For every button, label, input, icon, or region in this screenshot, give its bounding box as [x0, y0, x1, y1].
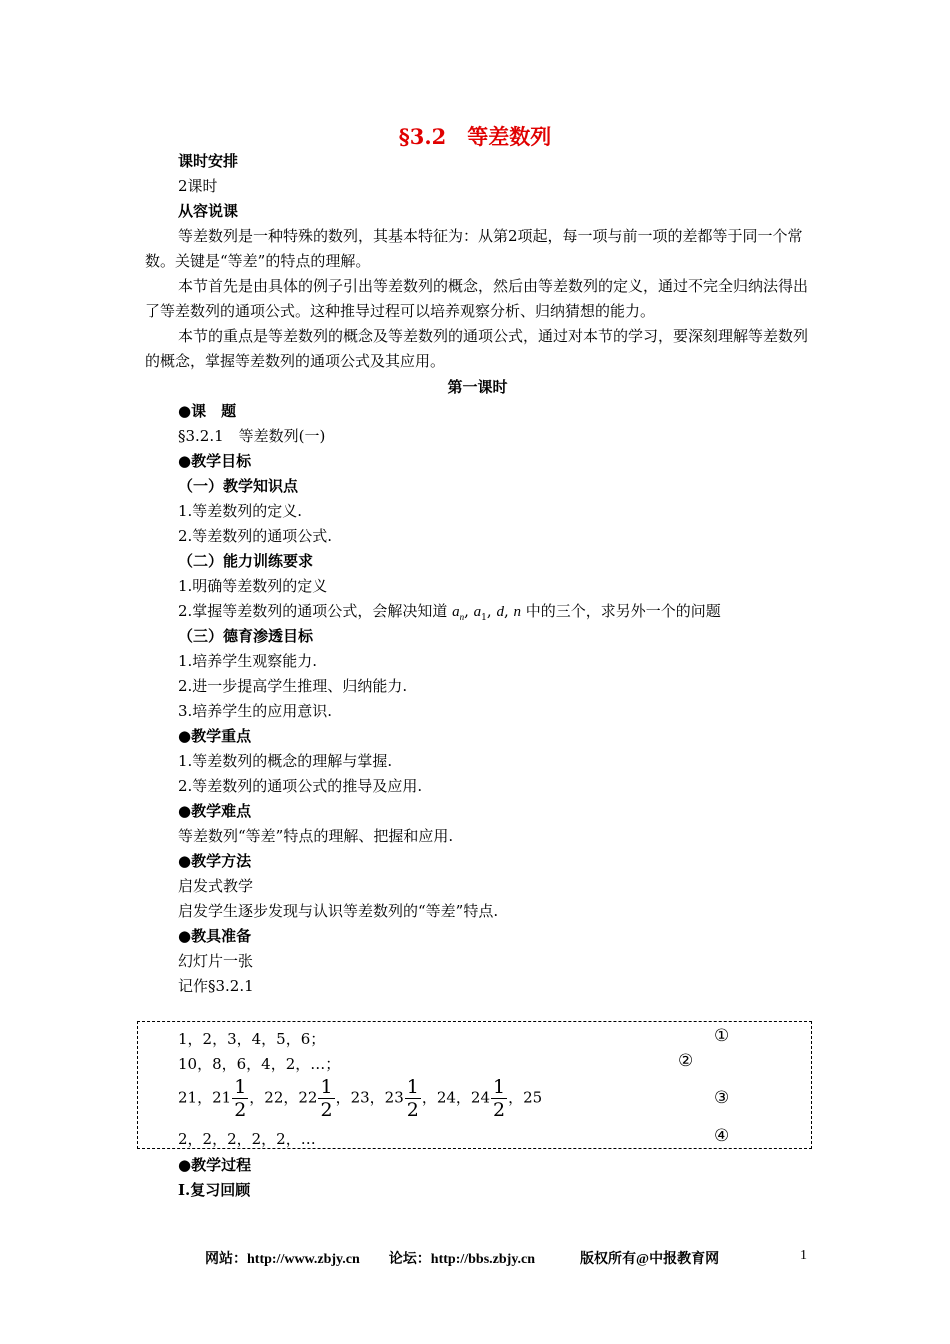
circled-number-1: ① [714, 1026, 730, 1046]
ability-item: 2.掌握等差数列的通项公式，会解决知道 $a_n$, $a_1$, d, n 中的三个，求另外一个的问题 [178, 602, 721, 623]
arrangement-value: 2课时 [178, 177, 218, 195]
arrangement-heading: 课时安排 [178, 152, 239, 170]
knowledge-item: 1.等差数列的定义. [178, 502, 303, 520]
sequence-1: 1，2，3，4，5，6； [178, 1030, 326, 1048]
lesson-heading: 第一课时 [447, 378, 508, 396]
page-number: 1 [800, 1248, 807, 1263]
key-item: 2.等差数列的通项公式的推导及应用. [178, 777, 423, 795]
goals-heading: ●教学目标 [178, 452, 252, 470]
moral-item: 3.培养学生的应用意识. [178, 702, 333, 720]
key-item: 1.等差数列的概念的理解与掌握. [178, 752, 393, 770]
footer-forum-link[interactable]: 论坛：http://bbs.zbjy.cn [388, 1252, 536, 1267]
difficulty-value: 等差数列“等差”特点的理解、把握和应用. [178, 827, 454, 845]
knowledge-heading: （一）教学知识点 [178, 477, 299, 495]
sequence-slide-box [137, 1021, 812, 1149]
page-footer [205, 1248, 719, 1268]
circled-number-4: ④ [714, 1126, 730, 1146]
topic-heading: ●课 题 [178, 402, 237, 420]
sequence-3: 21，21 $\frac{1}{2}$ ，22，22 $\frac{1}{2}$ ，23，23 $\frac{1}{2}$ ，24，24 $\frac{1}{2}$ ，25 [178, 1076, 543, 1121]
fraction-half: $\frac{1}{2}$ [234, 1076, 247, 1121]
footer-copyright: 版权所有@中报教育网 [580, 1252, 720, 1267]
moral-item: 1.培养学生观察能力. [178, 652, 318, 670]
topic-value: §3.2.1 等差数列(一) [178, 427, 326, 445]
tools-heading: ●教具准备 [178, 927, 252, 945]
tools-item: 记作§3.2.1 [178, 977, 254, 995]
review-heading: Ⅰ.复习回顾 [178, 1181, 251, 1199]
key-heading: ●教学重点 [178, 727, 252, 745]
method-item: 启发学生逐步发现与认识等差数列的“等差”特点. [178, 902, 499, 920]
intro-paragraph: 等差数列是一种特殊的数列，其基本特征为：从第2项起，每一项与前一项的差都等于同一个常数。关键是“等差”的特点的理解。 [145, 227, 803, 270]
page-title: §3.2 等差数列 [398, 124, 552, 149]
fraction-half: $\frac{1}{2}$ [406, 1076, 419, 1121]
method-heading: ●教学方法 [178, 852, 252, 870]
difficulty-heading: ●教学难点 [178, 802, 252, 820]
sequence-4: 2，2，2，2，2，… [178, 1130, 316, 1148]
tools-item: 幻灯片一张 [178, 952, 254, 970]
footer-site-link[interactable]: 网站：http://www.zbjy.cn [205, 1252, 360, 1267]
circled-number-2: ② [678, 1051, 694, 1071]
sequence-2: 10，8，6，4，2，…； [178, 1055, 341, 1073]
intro-paragraph: 本节的重点是等差数列的概念及等差数列的通项公式，通过对本节的学习，要深刻理解等差数列的概念，掌握等差数列的通项公式及其应用。 [145, 327, 809, 370]
fraction-half: $\frac{1}{2}$ [320, 1076, 333, 1121]
knowledge-item: 2.等差数列的通项公式. [178, 527, 333, 545]
process-heading: ●教学过程 [178, 1156, 252, 1174]
moral-item: 2.进一步提高学生推理、归纳能力. [178, 677, 408, 695]
circled-number-3: ③ [714, 1088, 730, 1108]
intro-heading: 从容说课 [178, 202, 239, 220]
ability-heading: （二）能力训练要求 [178, 552, 314, 570]
fraction-half: $\frac{1}{2}$ [493, 1076, 506, 1121]
ability-item: 1.明确等差数列的定义 [178, 577, 328, 595]
moral-heading: （三）德育渗透目标 [178, 627, 314, 645]
method-item: 启发式教学 [178, 877, 254, 895]
intro-paragraph: 本节首先是由具体的例子引出等差数列的概念，然后由等差数列的定义，通过不完全归纳法得出了等差数列的通项公式。这种推导过程可以培养观察分析、归纳猜想的能力。 [145, 277, 809, 320]
